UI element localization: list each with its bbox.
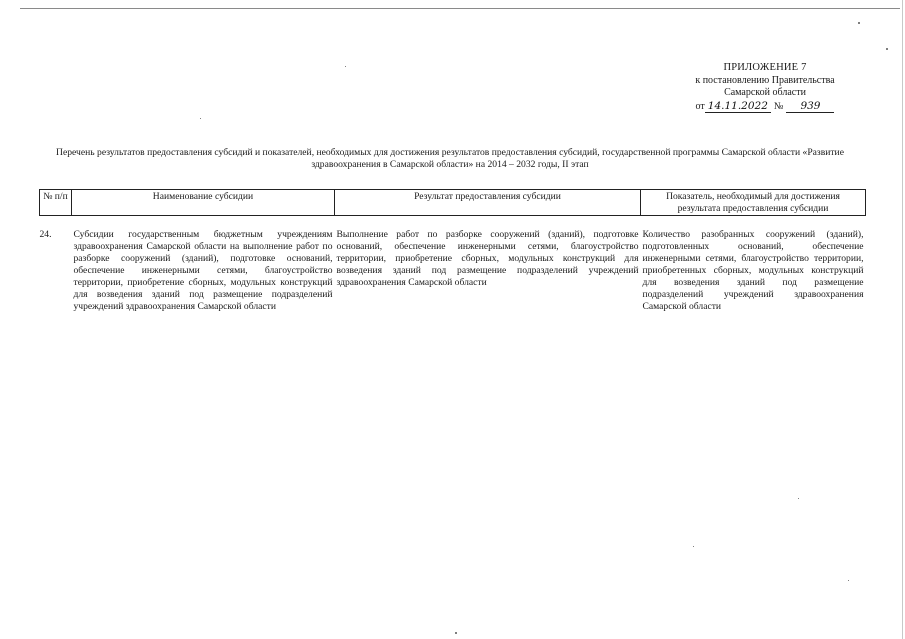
number-label: № <box>773 100 784 112</box>
scan-top-edge <box>20 8 900 9</box>
scan-speck <box>848 580 849 581</box>
table-row <box>40 216 866 314</box>
header-indicator: Показатель, необходимый для достижения результата предоставления субсидии <box>641 190 866 216</box>
scan-speck <box>886 48 888 50</box>
row-indicator: Количество разобранных сооружений (зданий), подготовленных оснований, обеспечение инженерными сетями, благоустройство территории, приобретенных сборных, модульных конструкций для возведения зданий под размещение подразделений учреждений здравоохранения Самарской области <box>642 229 864 312</box>
scan-speck <box>693 546 694 547</box>
appendix-line-1: к постановлению Правительства <box>695 74 835 86</box>
row-num: 24. <box>39 229 52 240</box>
scan-speck <box>455 632 457 634</box>
header-result: Результат предоставления субсидии <box>335 190 641 216</box>
appendix-date-number <box>696 100 835 114</box>
scan-speck <box>798 498 799 499</box>
handwritten-date: 14.11.2022 <box>705 100 771 114</box>
scan-right-edge <box>902 0 903 639</box>
row-result: Выполнение работ по разборке сооружений (зданий), подготовке оснований, обеспечение инженерными сетями, благоустройство территории, приобретение сборных, модульных конструкций для возведения зданий под размещение подразделений учреждений здравоохранения Самарской области <box>336 229 639 288</box>
scan-speck <box>200 118 201 119</box>
handwritten-number: 939 <box>786 100 834 114</box>
appendix-line-2: Самарской области <box>724 87 806 98</box>
header-num: № п/п <box>40 190 72 216</box>
document-title: Перечень результатов предоставления субсидий и показателей, необходимых для достижения результатов предоставления субсидий, государственной программы Самарской области «Развитие здравоохранения в Самарской области» на 2014 – 2032 годы, II этап <box>56 147 844 170</box>
appendix-header <box>660 62 870 113</box>
row-name: Субсидии государственным бюджетным учреждениям здравоохранения Самарской области на выполнение работ по разборке сооружений (зданий), подготовке оснований, обеспечение инженерными сетями, благоустройство территории, приобретение сборных, модульных конструкций для возведения зданий под размещение подразделений учреждений здравоохранения Самарской области <box>73 229 333 312</box>
subsidy-table <box>39 189 866 313</box>
scan-speck <box>858 22 860 24</box>
header-name: Наименование субсидии <box>72 190 335 216</box>
from-label: от <box>695 100 705 112</box>
table-header-row <box>40 190 866 216</box>
scan-speck <box>345 66 346 67</box>
appendix-title: ПРИЛОЖЕНИЕ 7 <box>723 62 807 73</box>
